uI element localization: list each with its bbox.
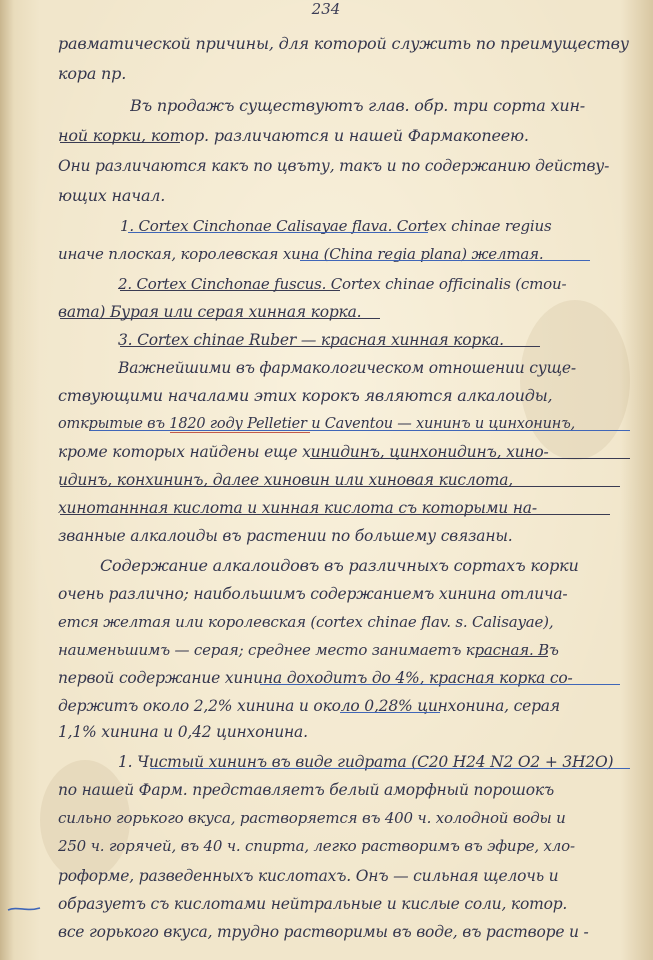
underline: [310, 458, 630, 459]
text-line: первой содержание хинина доходитъ до 4%, красная корка со-: [58, 669, 573, 687]
text-line: 1,1% хинина и 0,42 цинхонина.: [58, 723, 308, 741]
underline: [90, 430, 630, 431]
text-line: ствующими началами этих корокъ являются алкалоиды,: [58, 386, 553, 405]
text-line: 1. Cortex Cinchonae Calisayae flava. Cortex chinae regius: [120, 217, 552, 235]
text-line: идинъ, конхининъ, далее хиновин или хиновая кислота,: [58, 471, 513, 489]
page-number: 234: [311, 0, 341, 18]
text-line: роформе, разведенныхъ кислотахъ. Онъ — сильная щелочь и: [58, 867, 559, 885]
text-line: Содержание алкалоидовъ въ различныхъ сортахъ корки: [100, 556, 579, 575]
underline: [120, 290, 340, 291]
text-line: все горького вкуса, трудно растворимы въ воде, въ растворе и -: [58, 923, 589, 941]
text-line: сильно горького вкуса, растворяется въ 400 ч. холодной воды и: [58, 809, 566, 827]
text-line: 1. Чистый хининъ въ виде гидрата (C20 H24 N2 O2 + 3H2O): [118, 753, 614, 771]
underline: [60, 486, 620, 487]
text-line: ной корки, котор. различаются и нашей Фармакопеею.: [58, 126, 529, 145]
text-line: званные алкалоиды въ растении по большему связаны.: [58, 527, 513, 545]
underline: [60, 318, 380, 319]
underline: [60, 514, 610, 515]
text-line: образуетъ съ кислотами нейтральные и кислые соли, котор.: [58, 895, 568, 913]
text-line: иначе плоская, королевская хина (China regia plana) желтая.: [58, 245, 544, 263]
text-line: кора пр.: [58, 64, 127, 83]
underline: [128, 232, 428, 233]
underline: [150, 768, 630, 769]
text-line: Важнейшими въ фармакологическом отношении суще-: [118, 359, 576, 377]
text-line: кроме которых найдены еще хинидинъ, цинхонидинъ, хино-: [58, 443, 549, 461]
underline: [340, 712, 440, 713]
text-line: ющих начал.: [58, 186, 166, 205]
text-line: вата) Бурая или серая хинная корка.: [58, 303, 362, 321]
underline: [260, 684, 620, 685]
text-line: Они различаются какъ по цвъту, такъ и по содержанию действу-: [58, 157, 610, 175]
text-line: открытые въ 1820 году Pelletier и Caventou — хининъ и цинхонинъ,: [58, 416, 576, 432]
text-line: 2. Cortex Cinchonae fuscus. Cortex chinae officinalis (стои-: [118, 275, 567, 293]
text-line: наименьшимъ — серая; среднее место занимаетъ красная. Въ: [58, 641, 559, 659]
text-line: 250 ч. горячей, въ 40 ч. спирта, легко растворимъ въ эфире, хло-: [58, 837, 575, 855]
underline: [120, 346, 540, 347]
text-line: держитъ около 2,2% хинина и около 0,28% цинхонина, серая: [58, 697, 560, 715]
underline: [60, 142, 180, 143]
underline: [478, 656, 548, 657]
text-line: по нашей Фарм. представляетъ белый аморфный порошокъ: [58, 781, 555, 799]
text-line: 3. Cortex chinae Ruber — красная хинная корка.: [118, 331, 504, 349]
underline: [170, 432, 310, 433]
text-line: ется желтая или королевская (cortex chinae flav. s. Calisayae),: [58, 613, 554, 631]
underline: [300, 260, 590, 261]
text-line: Въ продажъ существуютъ глав. обр. три сорта хин-: [130, 96, 585, 115]
margin-mark-icon: [4, 892, 44, 928]
text-line: хинотаннная кислота и хинная кислота съ которыми на-: [58, 499, 537, 517]
text-line: равматической причины, для которой служить по преимуществу: [58, 34, 629, 53]
text-line: очень различно; наибольшимъ содержаниемъ хинина отлича-: [58, 585, 568, 603]
